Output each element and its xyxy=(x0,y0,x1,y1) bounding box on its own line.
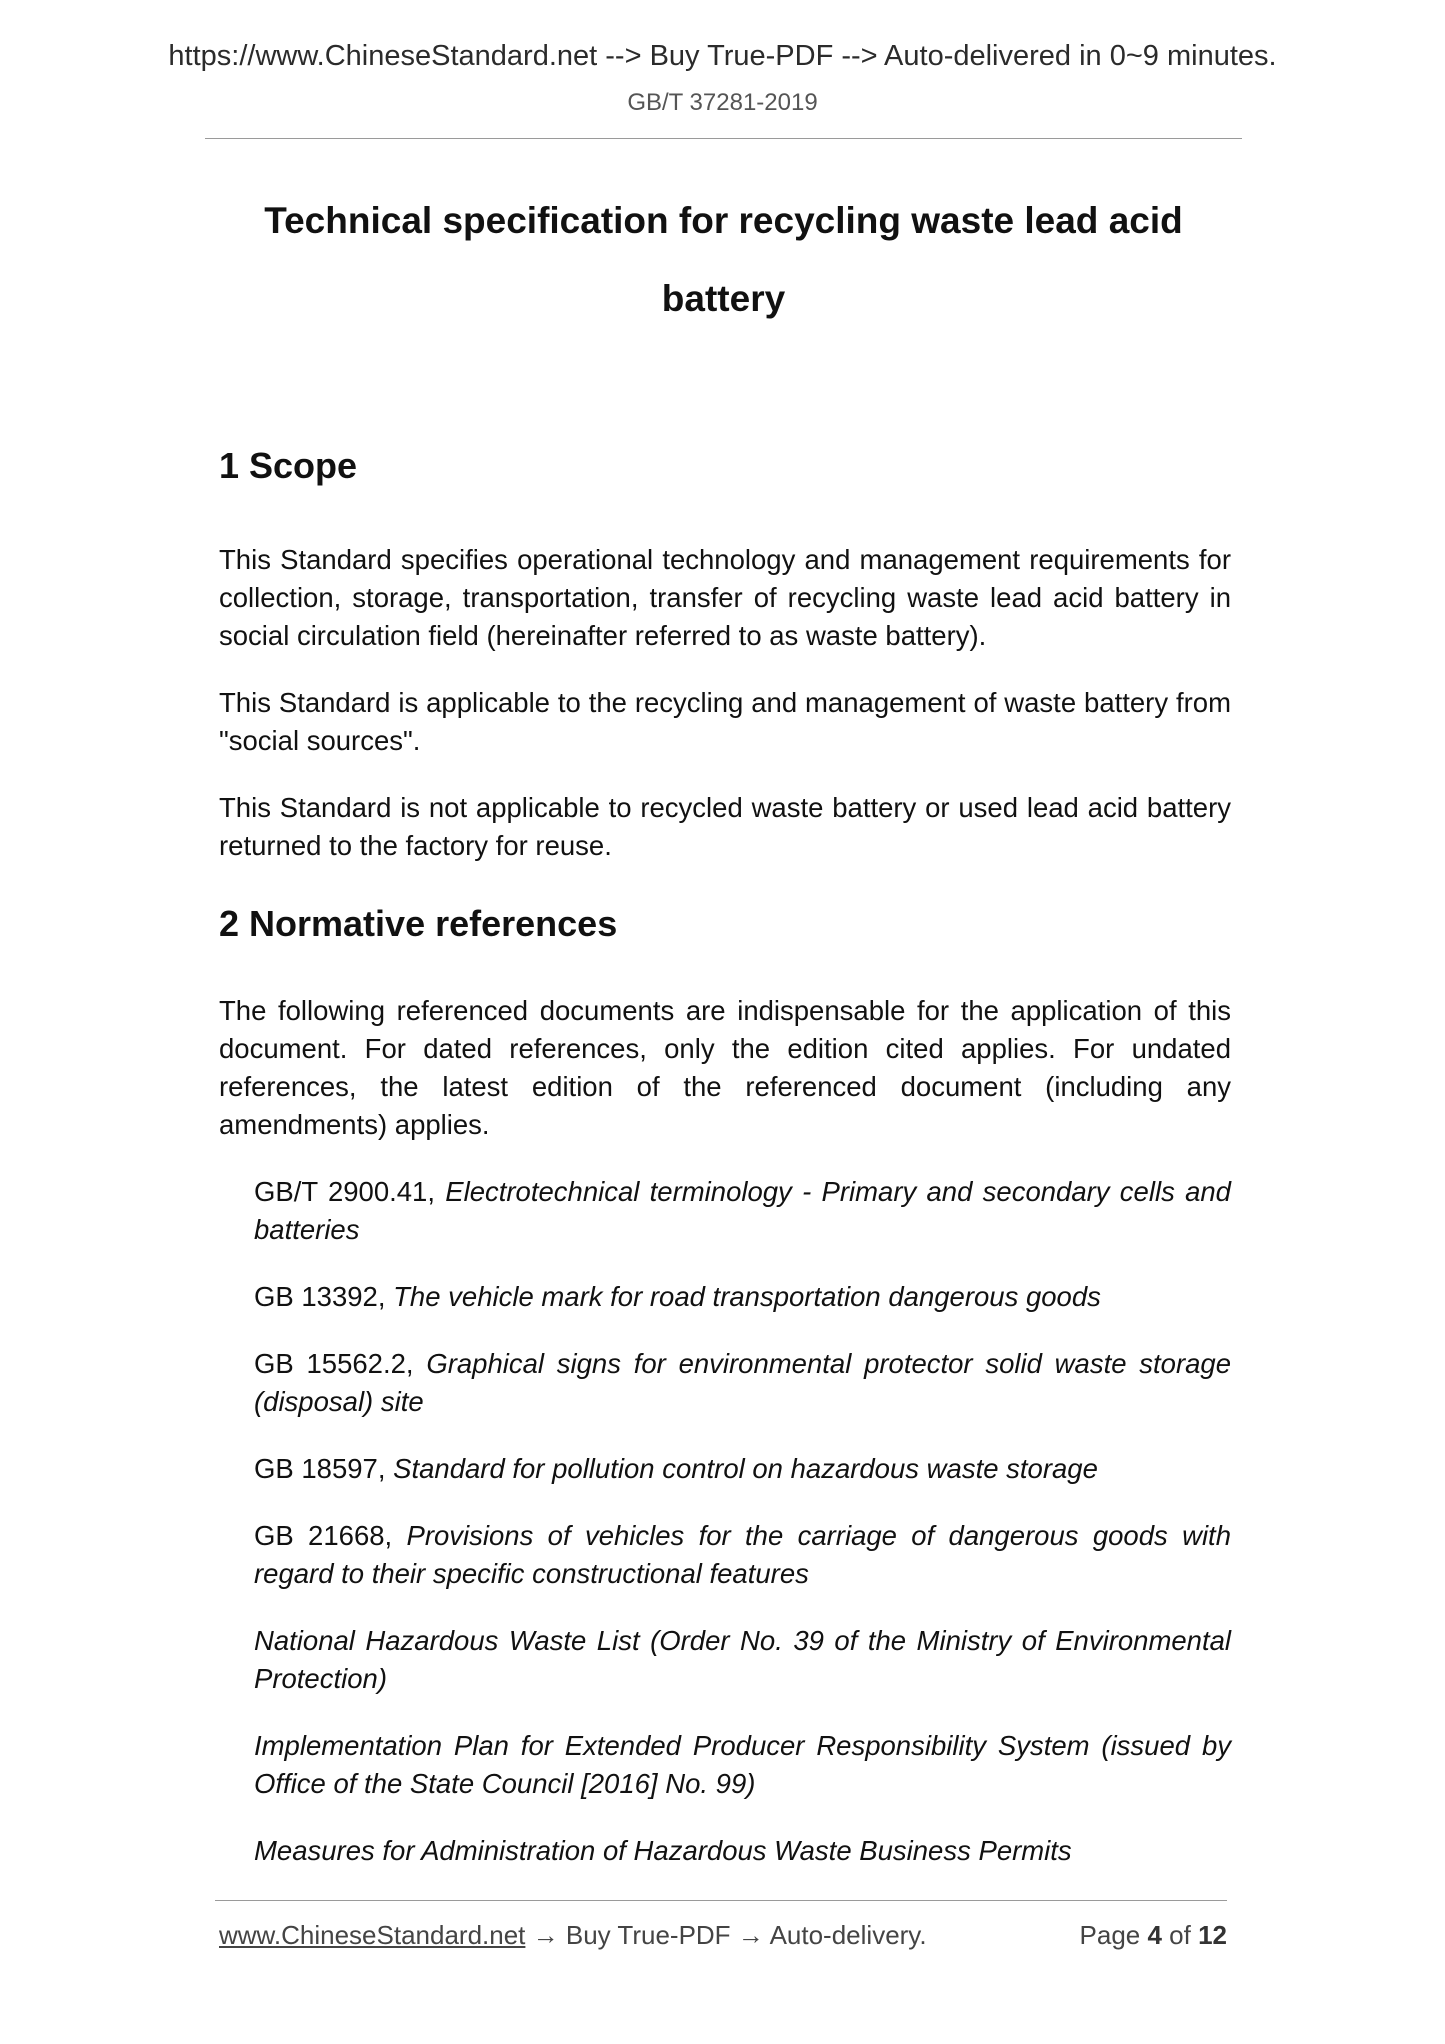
reference-item xyxy=(254,1450,1231,1488)
page-number xyxy=(1080,1920,1227,1951)
page-of: of xyxy=(1161,1920,1199,1950)
reference-item xyxy=(254,1278,1231,1316)
document-body xyxy=(219,436,1231,1899)
standard-code: GB/T 37281-2019 xyxy=(627,89,818,116)
header-divider xyxy=(205,138,1242,139)
reference-item xyxy=(254,1727,1231,1803)
reference-item xyxy=(254,1345,1231,1421)
title-line-2: battery xyxy=(661,278,786,319)
page-footer xyxy=(219,1920,1227,1951)
reference-code: GB 15562.2, xyxy=(254,1348,427,1379)
reference-title: Graphical signs for environmental protector solid waste storage (disposal) site xyxy=(254,1348,1231,1417)
reference-title: National Hazardous Waste List (Order No. 39 of the Ministry of Environmental Protection) xyxy=(254,1625,1231,1694)
references-intro: The following referenced documents are indispensable for the application of this document. For dated references, only the edition cited applies. For undated references, the latest edition of the referenced document (including any amendments) applies. xyxy=(219,995,1231,1140)
source-banner: https://www.ChineseStandard.net --> Buy True-PDF --> Auto-delivered in 0~9 minutes. xyxy=(168,40,1277,72)
reference-item xyxy=(254,1832,1231,1870)
page-current: 4 xyxy=(1147,1920,1162,1950)
page-label: Page xyxy=(1079,1920,1148,1950)
reference-code: GB 18597, xyxy=(254,1453,394,1484)
footer-tagline: → Buy True-PDF → Auto-delivery. xyxy=(525,1920,927,1950)
reference-title: Standard for pollution control on hazardous waste storage xyxy=(393,1453,1098,1484)
footer-divider xyxy=(215,1900,1227,1901)
page-total: 12 xyxy=(1198,1920,1227,1950)
reference-code: GB/T 2900.41, xyxy=(254,1176,446,1207)
reference-title: Electrotechnical terminology - Primary and secondary cells and batteries xyxy=(254,1176,1231,1245)
section-heading-normative-references: 2 Normative references xyxy=(219,903,618,944)
reference-title: The vehicle mark for road transportation dangerous goods xyxy=(393,1281,1101,1312)
reference-title: Measures for Administration of Hazardous Waste Business Permits xyxy=(254,1835,1072,1866)
section-heading-scope: 1 Scope xyxy=(219,445,358,486)
title-line-1: Technical specification for recycling waste lead acid xyxy=(264,200,1183,241)
reference-item xyxy=(254,1517,1231,1593)
reference-code: GB 13392, xyxy=(254,1281,394,1312)
reference-code: GB 21668, xyxy=(254,1520,407,1551)
reference-title: Implementation Plan for Extended Producer Responsibility System (issued by Office of the State Council [2016] No. 99) xyxy=(254,1730,1231,1799)
scope-paragraph: This Standard is applicable to the recycling and management of waste battery from "social sources". xyxy=(219,687,1231,756)
reference-title: Provisions of vehicles for the carriage of dangerous goods with regard to their specific constructional features xyxy=(254,1520,1231,1589)
scope-paragraph: This Standard is not applicable to recycled waste battery or used lead acid battery returned to the factory for reuse. xyxy=(219,792,1231,861)
reference-item xyxy=(254,1173,1231,1249)
scope-paragraph: This Standard specifies operational technology and management requirements for collection, storage, transportation, transfer of recycling waste lead acid battery in social circulation field (hereinafter referred to as waste battery). xyxy=(219,544,1231,651)
document-title xyxy=(205,182,1242,338)
website-link[interactable]: www.ChineseStandard.net xyxy=(219,1920,526,1950)
reference-item xyxy=(254,1622,1231,1698)
